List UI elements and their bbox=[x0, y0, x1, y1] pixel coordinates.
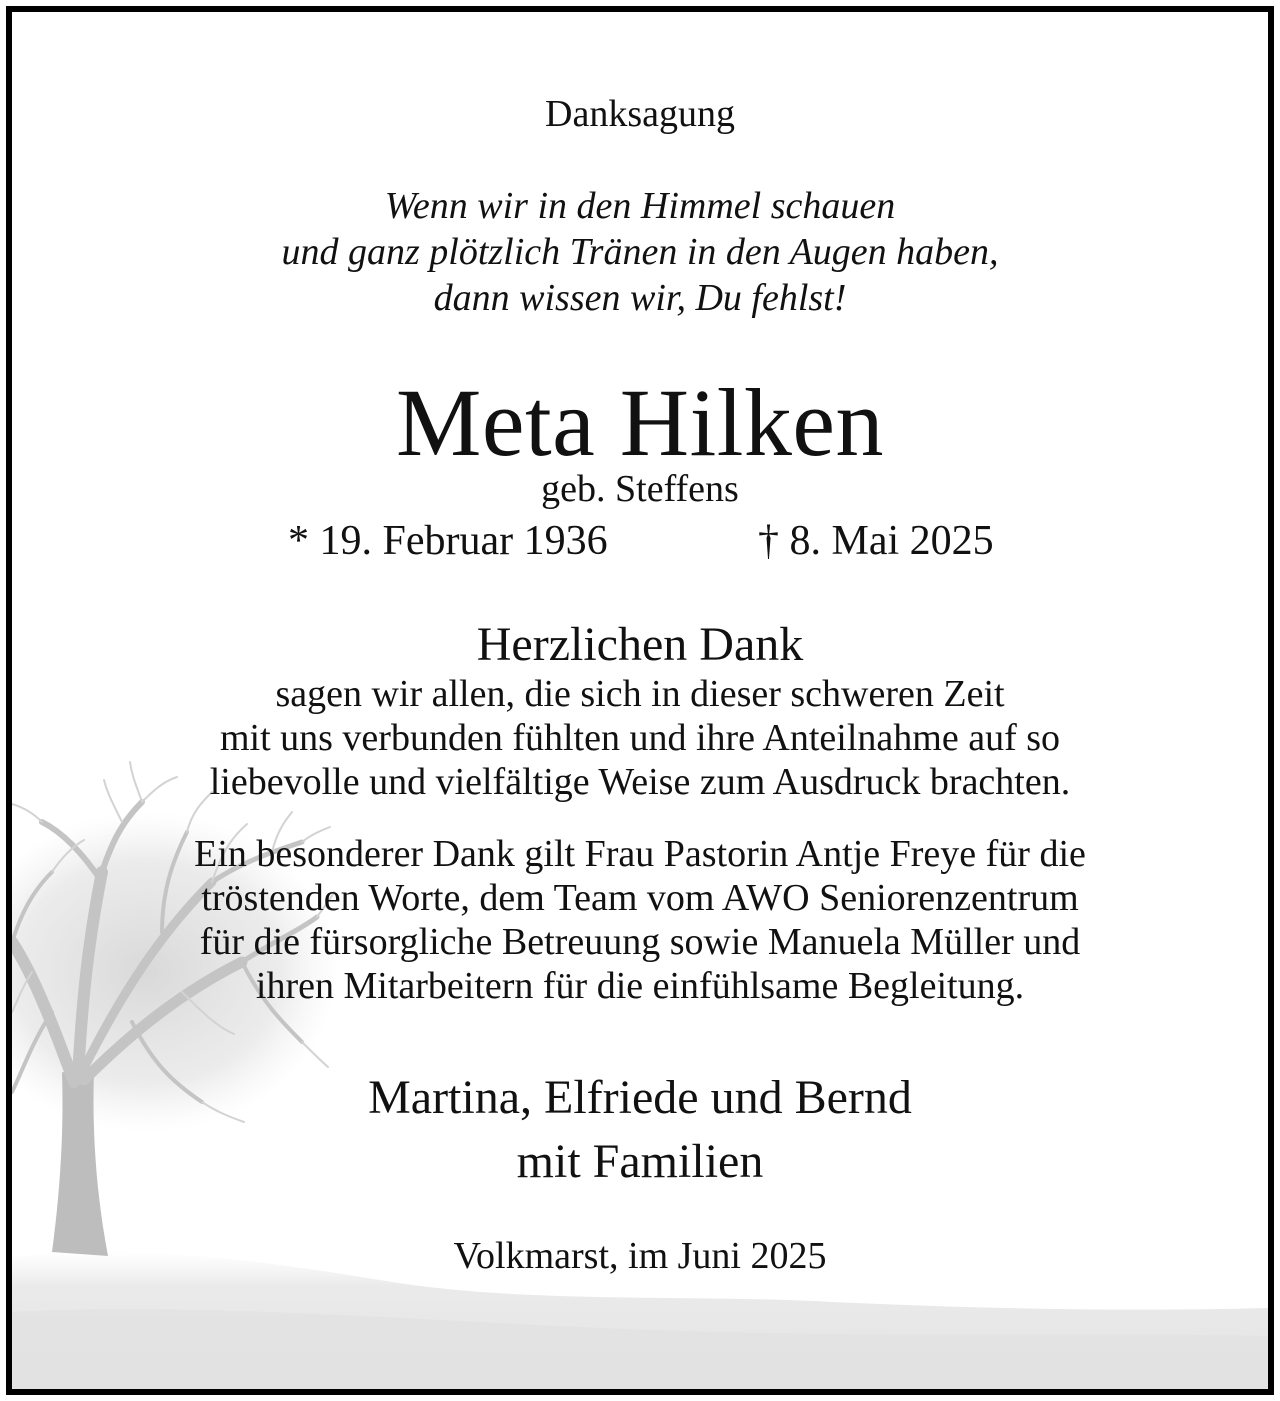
poem-line: Wenn wir in den Himmel schauen bbox=[384, 185, 896, 227]
signature-line: mit Familien bbox=[516, 1135, 764, 1188]
death-date: † 8. Mai 2025 bbox=[758, 518, 994, 564]
deceased-name: Meta Hilken bbox=[395, 369, 885, 476]
special-thanks-line: tröstenden Worte, dem Team vom AWO Seniorenzentrum bbox=[201, 877, 1079, 919]
notice-heading: Danksagung bbox=[545, 93, 735, 135]
special-thanks-line: ihren Mitarbeitern für die einfühlsame Begleitung. bbox=[255, 965, 1025, 1007]
special-thanks-line: für die fürsorgliche Betreuung sowie Manuela Müller und bbox=[199, 921, 1081, 963]
maiden-name: geb. Steffens bbox=[541, 468, 739, 510]
poem-line: dann wissen wir, Du fehlst! bbox=[433, 277, 847, 319]
special-thanks-line: Ein besonderer Dank gilt Frau Pastorin Antje Freye für die bbox=[194, 833, 1086, 875]
signature-line: Martina, Elfriede und Bernd bbox=[368, 1071, 912, 1124]
thanks-line: sagen wir allen, die sich in dieser schweren Zeit bbox=[275, 673, 1005, 715]
thanks-line: mit uns verbunden fühlten und ihre Anteilnahme auf so bbox=[219, 717, 1061, 759]
notice-frame bbox=[6, 6, 1274, 1395]
thanks-title: Herzlichen Dank bbox=[476, 618, 804, 671]
birth-date: * 19. Februar 1936 bbox=[288, 518, 608, 564]
life-dates bbox=[12, 517, 1268, 567]
notice-content bbox=[12, 12, 1268, 1389]
poem-line: und ganz plötzlich Tränen in den Augen haben, bbox=[281, 231, 999, 273]
place-date: Volkmarst, im Juni 2025 bbox=[453, 1235, 827, 1277]
thanks-line: liebevolle und vielfältige Weise zum Ausdruck brachten. bbox=[209, 761, 1071, 803]
